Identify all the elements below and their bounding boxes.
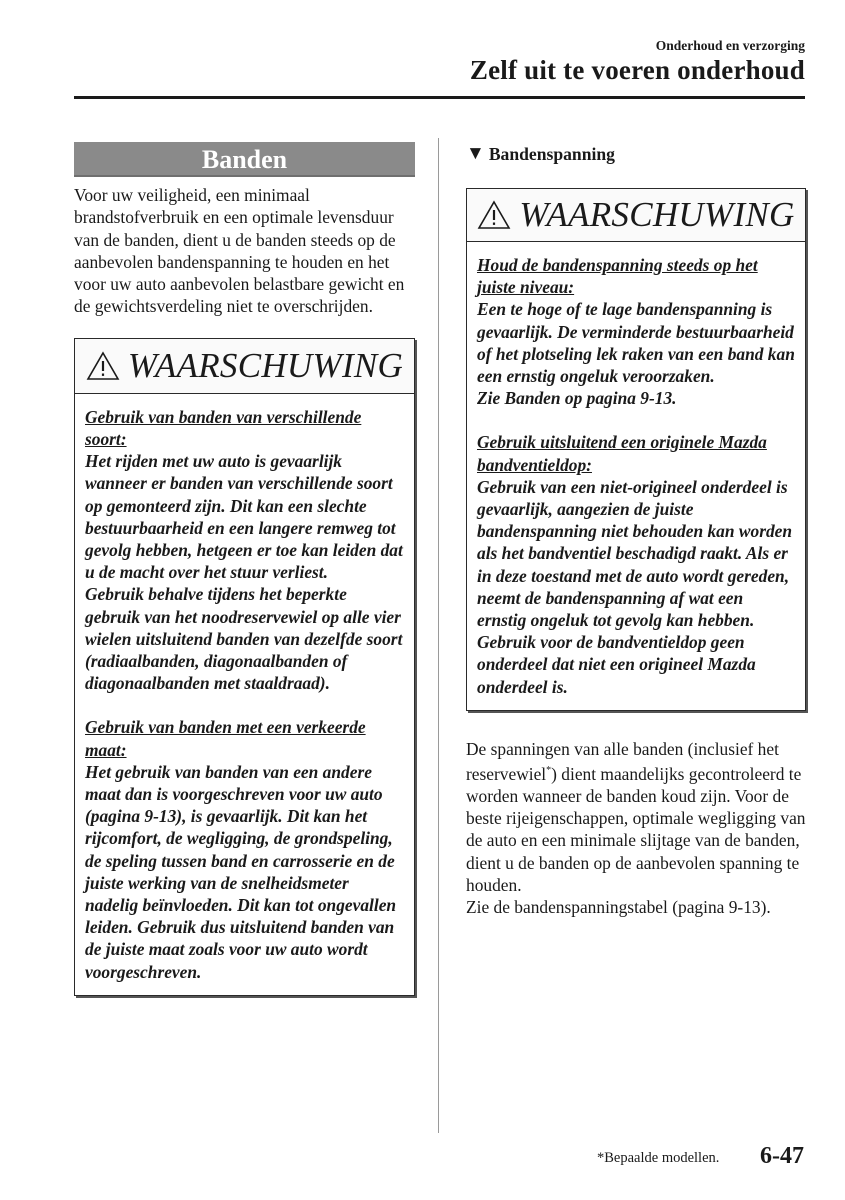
- right-column: [466, 142, 806, 918]
- warning-item-heading: Houd de bandenspanning steeds op het juiste niveau:: [477, 255, 758, 298]
- left-column: [74, 142, 415, 996]
- warning-triangle-icon: [86, 351, 120, 381]
- warning-item-heading: Gebruik van banden van verschillende soort:: [85, 406, 362, 449]
- warning-body: [467, 242, 805, 710]
- triangle-down-icon: ▼: [466, 143, 485, 164]
- warning-triangle-icon: [477, 200, 511, 230]
- warning-item-reference: Zie Banden op pagina 9-13.: [477, 388, 677, 409]
- body-paragraph: [466, 738, 806, 918]
- warning-item-text: Gebruik van een niet-origineel onderdeel is gevaarlijk, aangezien de juiste bandenspanning niet behouden kan worden als het bandventiel beschadigd raakt. Als er in deze toestand met de auto wordt gereden, neemt de bandenspanning af wat een ernstig ongeluk tot gevolg kan hebben.: [477, 476, 793, 631]
- warning-item: [85, 716, 404, 982]
- warning-box-right: [466, 188, 806, 711]
- warning-item-text: Het rijden met uw auto is gevaarlijk wanneer er banden van verschillende soort op gemonteerd zijn. Dit kan een slechte bestuurbaarheid en een langere remweg tot gevolg hebben, hetgeen er toe kan leiden dat u de macht over het stuur verliest.: [85, 451, 403, 583]
- body-text: ) dient maandelijks gecontroleerd te worden wanneer de banden koud zijn. Voor de beste rijeigenschappen, optimale wegligging van de auto en een minimale slijtage van de banden, dient u de banden op de aanbevolen spanning te houden.: [466, 763, 806, 895]
- warning-item-text-continued: Gebruik behalve tijdens het beperkte gebruik van het noodreservewiel op alle vier wielen uitsluitend banden van dezelfde soort (radiaalbanden, diagonaalbanden of diagonaalbanden met staaldraad).: [85, 584, 403, 694]
- footnote-marker: *: [546, 765, 552, 777]
- warning-header: [75, 339, 414, 394]
- warning-item-text: Een te hoge of te lage bandenspanning is gevaarlijk. De verminderde bestuurbaarheid of het plotseling lek raken van een band kan een ernstig ongeluk veroorzaken.: [477, 299, 795, 387]
- body-reference: Zie de bandenspanningstabel (pagina 9-13).: [466, 897, 771, 918]
- section-title-banden: Banden: [74, 142, 415, 177]
- warning-item: [85, 406, 404, 584]
- warning-item: [477, 254, 795, 387]
- warning-item-heading: Gebruik van banden met een verkeerde maat:: [85, 717, 366, 760]
- warning-item-heading: Gebruik uitsluitend een originele Mazda bandventieldop:: [477, 432, 767, 475]
- body-text: De spanningen van alle banden (inclusief het reservewiel: [466, 738, 779, 784]
- intro-paragraph: Voor uw veiligheid, een minimaal brandstofverbruik en een optimale levensduur van de banden, dient u de banden steeds op de aanbevolen bandenspanning te houden en het voor uw auto aanbevolen belastbare gewicht en de gewichtsverdeling niet te overschrijden.: [74, 185, 405, 317]
- warning-item: [477, 431, 795, 631]
- warning-item-text: Het gebruik van banden van een andere maat dan is voorgeschreven voor uw auto (pagina 9-13), is gevaarlijk. Dit kan het rijcomfort, de wegligging, de grondspeling, de speling tussen band en carrosserie en de juiste werking van de snelheidsmeter nadelig beïnvloeden. Dit kan tot ongevallen leiden. Gebruik dus uitsluitend banden van de juiste maat zoals voor uw auto wordt voorgeschreven.: [85, 761, 397, 982]
- warning-item-text-continued: Gebruik voor de bandventieldop geen onderdeel dat niet een origineel Mazda onderdeel is.: [477, 632, 756, 697]
- warning-box-left: [74, 338, 415, 996]
- warning-body: [75, 394, 414, 995]
- column-divider: [438, 138, 439, 1133]
- page-number: 6-47: [760, 1143, 804, 1169]
- header-rule: [74, 96, 805, 99]
- warning-label: WAARSCHUWING: [127, 345, 404, 385]
- warning-label: WAARSCHUWING: [519, 195, 795, 234]
- footnote: *Bepaalde modellen.: [597, 1150, 720, 1166]
- warning-header: [467, 189, 805, 242]
- subheading-bandenspanning: [466, 142, 806, 166]
- chapter-subtitle: Onderhoud en verzorging: [655, 38, 805, 53]
- subheading-text: Bandenspanning: [488, 143, 615, 164]
- page-title: Zelf uit te voeren onderhoud: [469, 55, 805, 85]
